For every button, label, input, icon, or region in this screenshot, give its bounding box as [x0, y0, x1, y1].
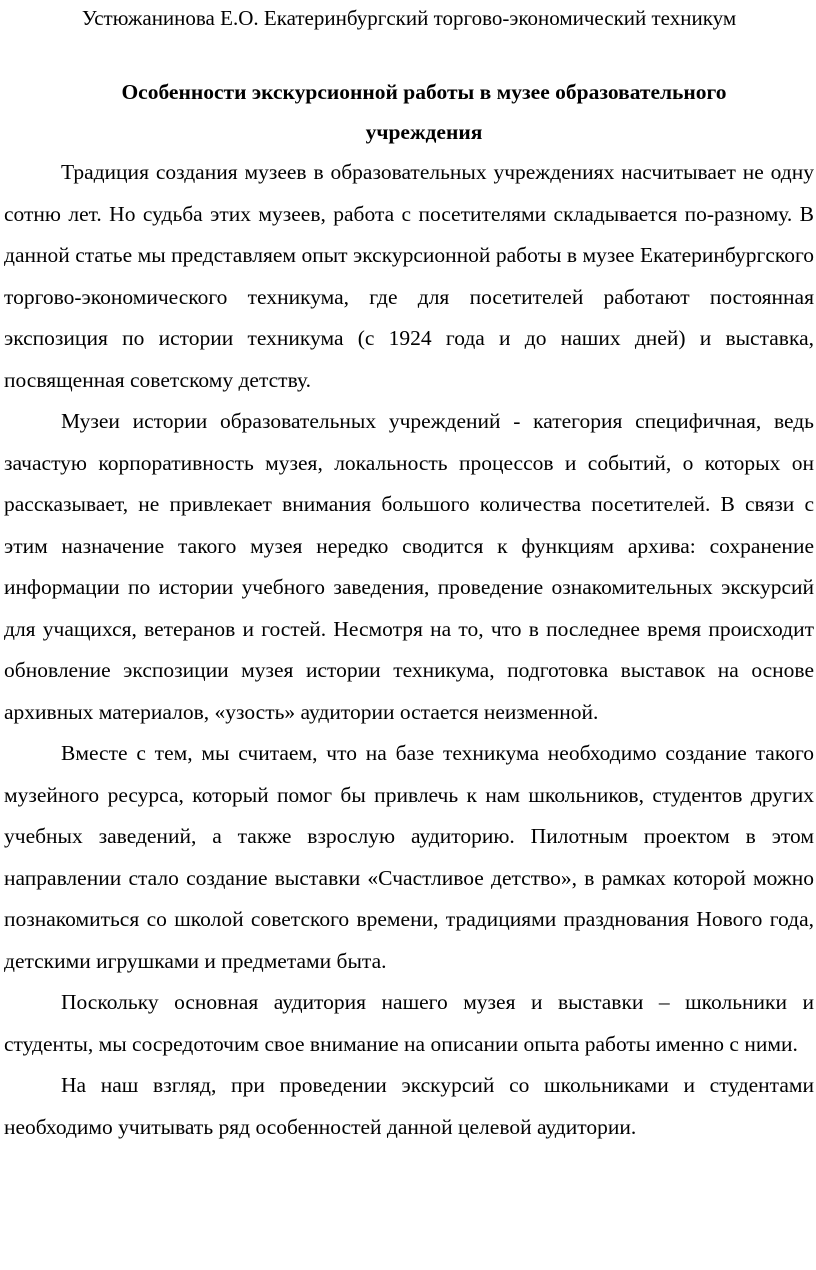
paragraph-2: Музеи истории образовательных учреждений - категория специфичная, ведь зачастую корпоративность музея, локальность процессов и событий, о которых он рассказывает, не привлекает внимания большого количества посетителей. В связи с этим назначение такого музея нередко сводится к функциям архива: сохранение информации по истории учебного заведения, проведение ознакомительных экскурсий для учащихся, ветеранов и гостей. Несмотря на то, что в последнее время происходит обновление экспозиции музея истории техникума, подготовка выставок на основе архивных материалов, «узость» аудитории остается неизменной. — [4, 409, 814, 724]
paragraph-4: Поскольку основная аудитория нашего музея и выставки – школьники и студенты, мы сосредоточим свое внимание на описании опыта работы именно с ними. — [4, 990, 814, 1056]
article-title: Особенности экскурсионной работы в музее образовательного учреждения — [121, 80, 727, 144]
article-body — [4, 152, 814, 1148]
author-line: Устюжанинова Е.О. Екатеринбургский торгово-экономический техникум — [81, 6, 737, 30]
paragraph-5: На наш взгляд, при проведении экскурсий со школьниками и студентами необходимо учитывать ряд особенностей данной целевой аудитории. — [4, 1073, 814, 1139]
paragraph-1: Традиция создания музеев в образовательных учреждениях насчитывает не одну сотню лет. Но судьба этих музеев, работа с посетителями складывается по-разному. В данной статье мы представляем опыт экскурсионной работы в музее Екатеринбургского торгово-экономического техникума, где для посетителей работают постоянная экспозиция по истории техникума (с 1924 года и до наших дней) и выставка, посвященная советскому детству. — [4, 160, 814, 392]
paragraph-3: Вместе с тем, мы считаем, что на базе техникума необходимо создание такого музейного ресурса, который помог бы привлечь к нам школьников, студентов других учебных заведений, а также взрослую аудиторию. Пилотным проектом в этом направлении стало создание выставки «Счастливое детство», в рамках которой можно познакомиться со школой советского времени, традициями празднования Нового года, детскими игрушками и предметами быта. — [4, 741, 814, 973]
